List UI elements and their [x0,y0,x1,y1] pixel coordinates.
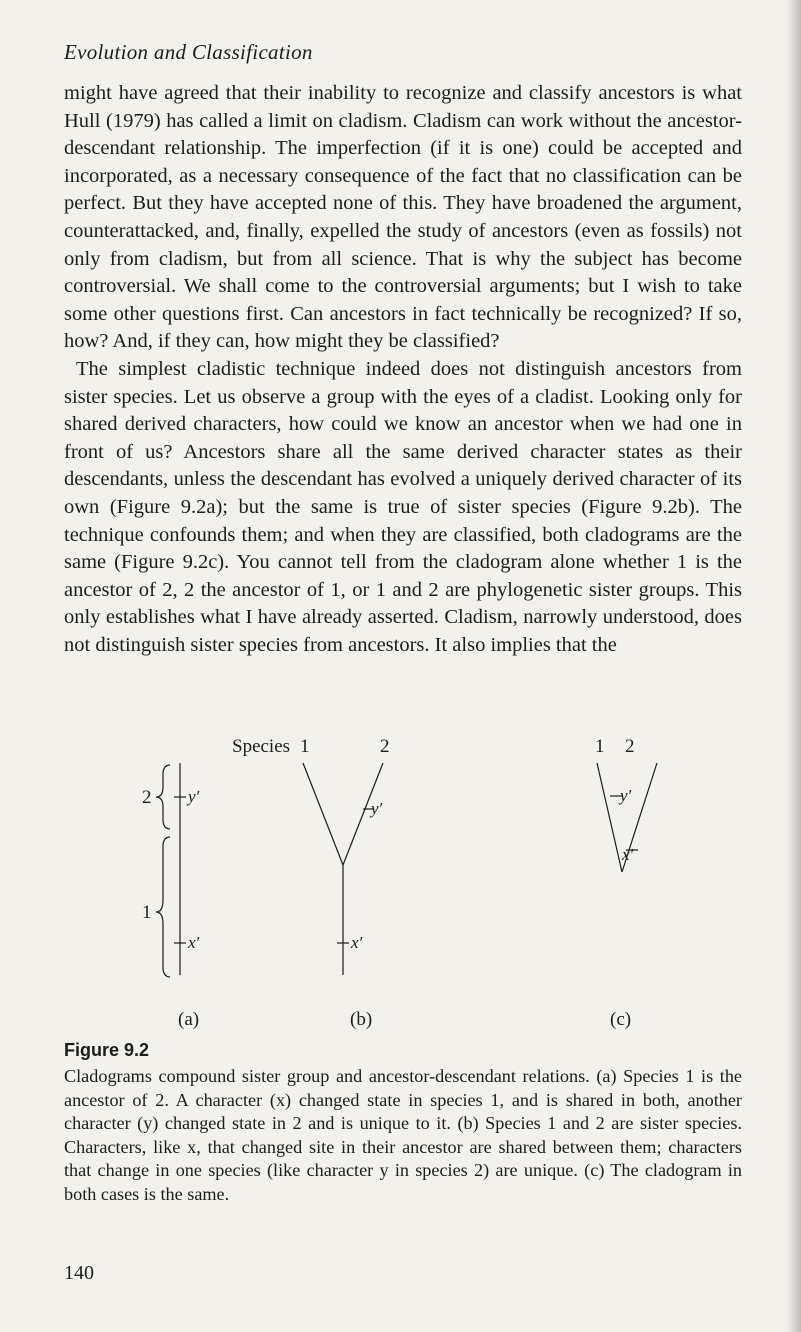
panel-c-char-x: x′ [622,845,634,864]
paragraph-2: The simplest cladistic technique indeed does not distinguish ancestors from sister species. Let us observe a group with the eyes of a cladist. Looking only for shared derived characters, how could we know an ancestor when we had one in front of us? Ancestors share all the same derived character states as their descendants, unless the descendant has evolved a uniquely derived character of its own (Figure 9.2a); but the same is true of sister species (Figure 9.2b). The technique confounds them; and when they are classified, both cladograms are the same (Figure 9.2c). You cannot tell from the cladogram alone whether 1 is the ancestor of 2, 2 the ancestor of 1, or 1 and 2 are phylogenetic sister groups. This only establishes what I have already asserted. Cladism, narrowly understood, does not distinguish sister species from ancestors. It also implies that the [64,357,742,656]
panel-b-label: (b) [350,1009,373,1030]
panel-a-cladogram [156,763,186,977]
panel-c-char-y: y′ [620,786,632,805]
figure-caption: Cladograms compound sister group and ancestor-descendant relations. (a) Species 1 is the ancestor of 2. A character (x) changed state in species 1, and is shared in both, another character (y) changed state in 2 and is unique to it. (b) Species 1 and 2 are sister species. Characters, like x, that changed site in their ancestor are shared between them; characters that change in one species (like character y in species 2) are unique. (c) The cladogram in both cases is the same. [64,1066,742,1204]
running-head: Evolution and Classification [64,40,313,64]
species-2-label-b: 2 [380,736,390,757]
panel-b-cladogram [303,763,383,975]
panel-a-label-2: 2 [142,787,152,808]
species-1-label-c: 1 [595,736,605,757]
species-1-label-b: 1 [300,736,310,757]
panel-a-label: (a) [178,1009,200,1030]
figure-title: Figure 9.2 [64,1040,150,1060]
species-label: Species [232,736,291,757]
body-text [64,80,742,659]
figure-9-2-cladograms [0,725,801,1035]
panel-b-char-y: y′ [371,799,383,818]
paragraph-1: might have agreed that their inability to recognize and classify ancestors is what Hull (1979) has called a limit on cladism. Cladism can work without the ancestor-descendant relationship. The imperfection (if it is one) could be accepted and incorporated, as a necessary consequence of the fact that no classification can be perfect. But they have accepted none of this. They have broadened the argument, counterattacked, and, finally, expelled the study of ancestors (even as fossils) not only from cladism, but from all science. That is why the subject has become controversial. We shall come to the controversial arguments; but I wish to take some other questions first. Can ancestors in fact technically be recognized? If so, how? And, if they can, how might they be classified? [64,82,742,353]
page-number: 140 [64,1262,94,1284]
panel-b-char-x: x′ [351,933,363,952]
species-2-label-c: 2 [625,736,635,757]
panel-a-char-y: y′ [188,787,200,806]
panel-c-label: (c) [610,1009,632,1030]
panel-a-label-1: 1 [142,902,152,923]
panel-a-char-x: x′ [188,933,200,952]
page-edge-shadow [787,0,801,1332]
